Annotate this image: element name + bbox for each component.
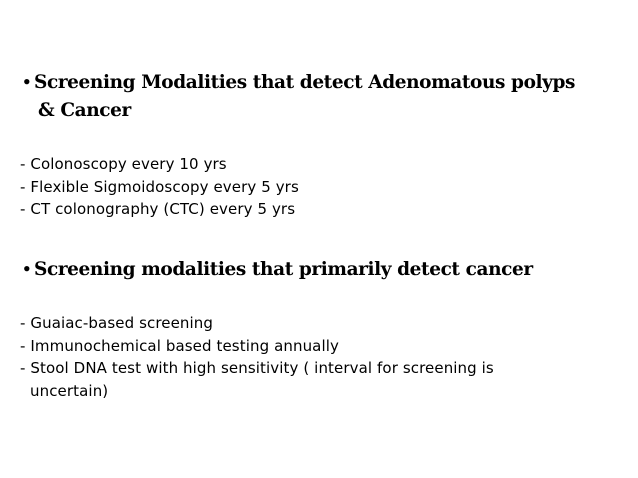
list-item: - Flexible Sigmoidoscopy every 5 yrs bbox=[20, 177, 299, 196]
list-adenomatous-modalities bbox=[20, 153, 299, 221]
list-item-line-1: - Stool DNA test with high sensitivity ( interval for screening is bbox=[20, 359, 494, 377]
list-item: - Immunochemical based testing annually bbox=[20, 336, 339, 355]
heading-line-2: & Cancer bbox=[38, 100, 131, 121]
list-item bbox=[20, 357, 494, 402]
list-cancer-modalities bbox=[20, 312, 494, 402]
list-item: - Colonoscopy every 10 yrs bbox=[20, 155, 227, 173]
bullet-icon: • bbox=[22, 260, 32, 278]
list-item: - CT colonography (CTC) every 5 yrs bbox=[20, 200, 296, 218]
bullet-icon: • bbox=[22, 73, 32, 91]
heading-adenomatous-polyps bbox=[22, 68, 575, 125]
heading-text: Screening modalities that primarily detect cancer bbox=[34, 259, 533, 280]
heading-cancer-modalities bbox=[22, 255, 533, 284]
list-item: - Guaiac-based screening bbox=[20, 314, 214, 332]
list-item-line-2: uncertain) bbox=[30, 381, 109, 400]
heading-line-1: Screening Modalities that detect Adenomatous polyps bbox=[34, 72, 576, 93]
